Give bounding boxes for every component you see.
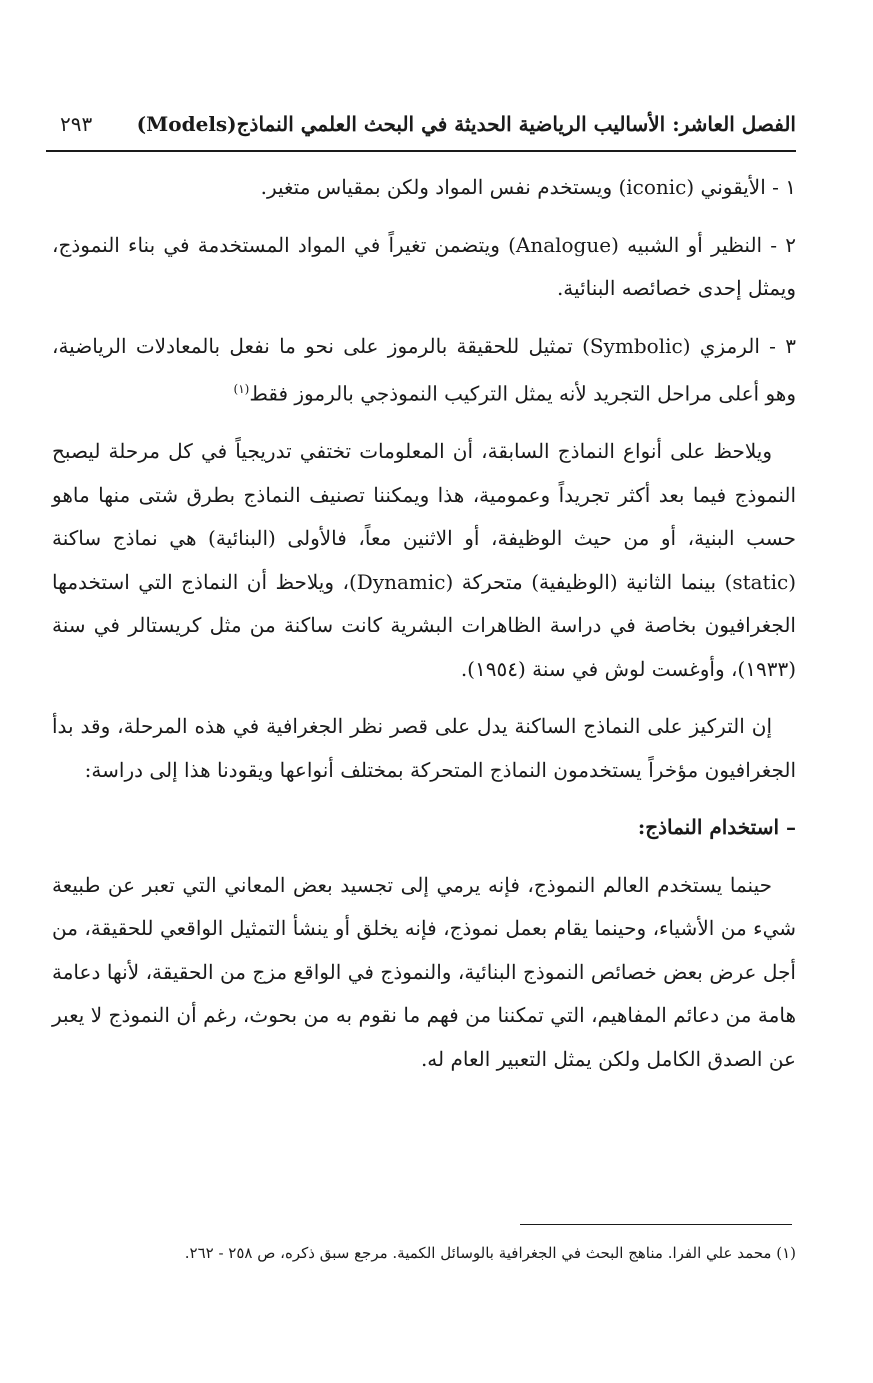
chapter-title: الفصل العاشر: الأساليب الرياضية الحديثة في البحث العلمي النماذج(Models) (136, 112, 796, 136)
paragraph-static-models: إن التركيز على النماذج الساكنة يدل على قصر نظر الجغرافية في هذه المرحلة، وقد بدأ الجغرافيون مؤخراً يستخدمون النماذج المتحركة بمختلف أنواعها ويقودنا هذا إلى دراسة: (52, 714, 796, 782)
footnote-reference[interactable]: (١) (233, 382, 250, 396)
footnote: (١) محمد علي الفرا. مناهج البحث في الجغرافية بالوسائل الكمية. مرجع سبق ذكره، ص ٢٥٨ - ٢٦٢. (184, 1244, 796, 1262)
paragraph-iconic: ١ - الأيقوني (iconic) ويستخدم نفس المواد ولكن بمقياس متغير. (260, 175, 796, 199)
footnote-divider (520, 1224, 792, 1225)
symbolic-text: ٣ - الرمزي (Symbolic) تمثيل للحقيقة بالرموز على نحو ما نفعل بالمعادلات الرياضية، وهو أعلى مراحل التجريد لأنه يمثل التركيب النموذجي بالرموز فقط (52, 333, 796, 406)
section-heading: – استخدام النماذج: (637, 815, 796, 840)
header-divider (46, 150, 796, 152)
paragraph-model-usage: حينما يستخدم العالم النموذج، فإنه يرمي إلى تجسيد بعض المعاني التي تعبر عن طبيعة شيء من الأشياء، وحينما يقام بعمل نموذج، فإنه يخلق أو ينشأ التمثيل الواقعي للحقيقة، من أجل عرض بعض خصائص النموذج البنائية، والنموذج في الواقع مزج من الحقيقة، لأنها دعامة هامة من دعائم المفاهيم، التي تمكننا من فهم ما نقوم به من بحوث، رغم أن النموذج لا يعبر عن الصدق الكامل ولكن يمثل التعبير العام له. (52, 872, 796, 1071)
body-text (52, 166, 796, 1095)
paragraph-analogue: ٢ - النظير أو الشبيه (Analogue) ويتضمن تغيراً في المواد المستخدمة في بناء النموذج، ويمثل إحدى خصائصه البنائية. (52, 232, 796, 300)
paragraph-classification: ويلاحظ على أنواع النماذج السابقة، أن المعلومات تختفي تدريجياً في كل مرحلة ليصبح النموذج فيما بعد أكثر تجريداً وعمومية، هذا ويمكننا تصنيف النماذج بطرق شتى منها ماهو حسب البنية، أو من حيث الوظيفة، أو الاثنين معاً، فالأولى (البنائية) هي نماذج ساكنة (static) بينما الثانية (الوظيفية) متحركة (Dynamic)، ويلاحظ أن النماذج التي استخدمها الجغرافيون بخاصة في دراسة الظاهرات البشرية كانت ساكنة من مثل كريستالر في سنة (١٩٣٣)، وأوغست لوش في سنة (١٩٥٤). (52, 439, 797, 681)
running-header (46, 108, 796, 148)
page-number: ٢٩٣ (60, 112, 93, 136)
paragraph-symbolic (52, 325, 796, 417)
